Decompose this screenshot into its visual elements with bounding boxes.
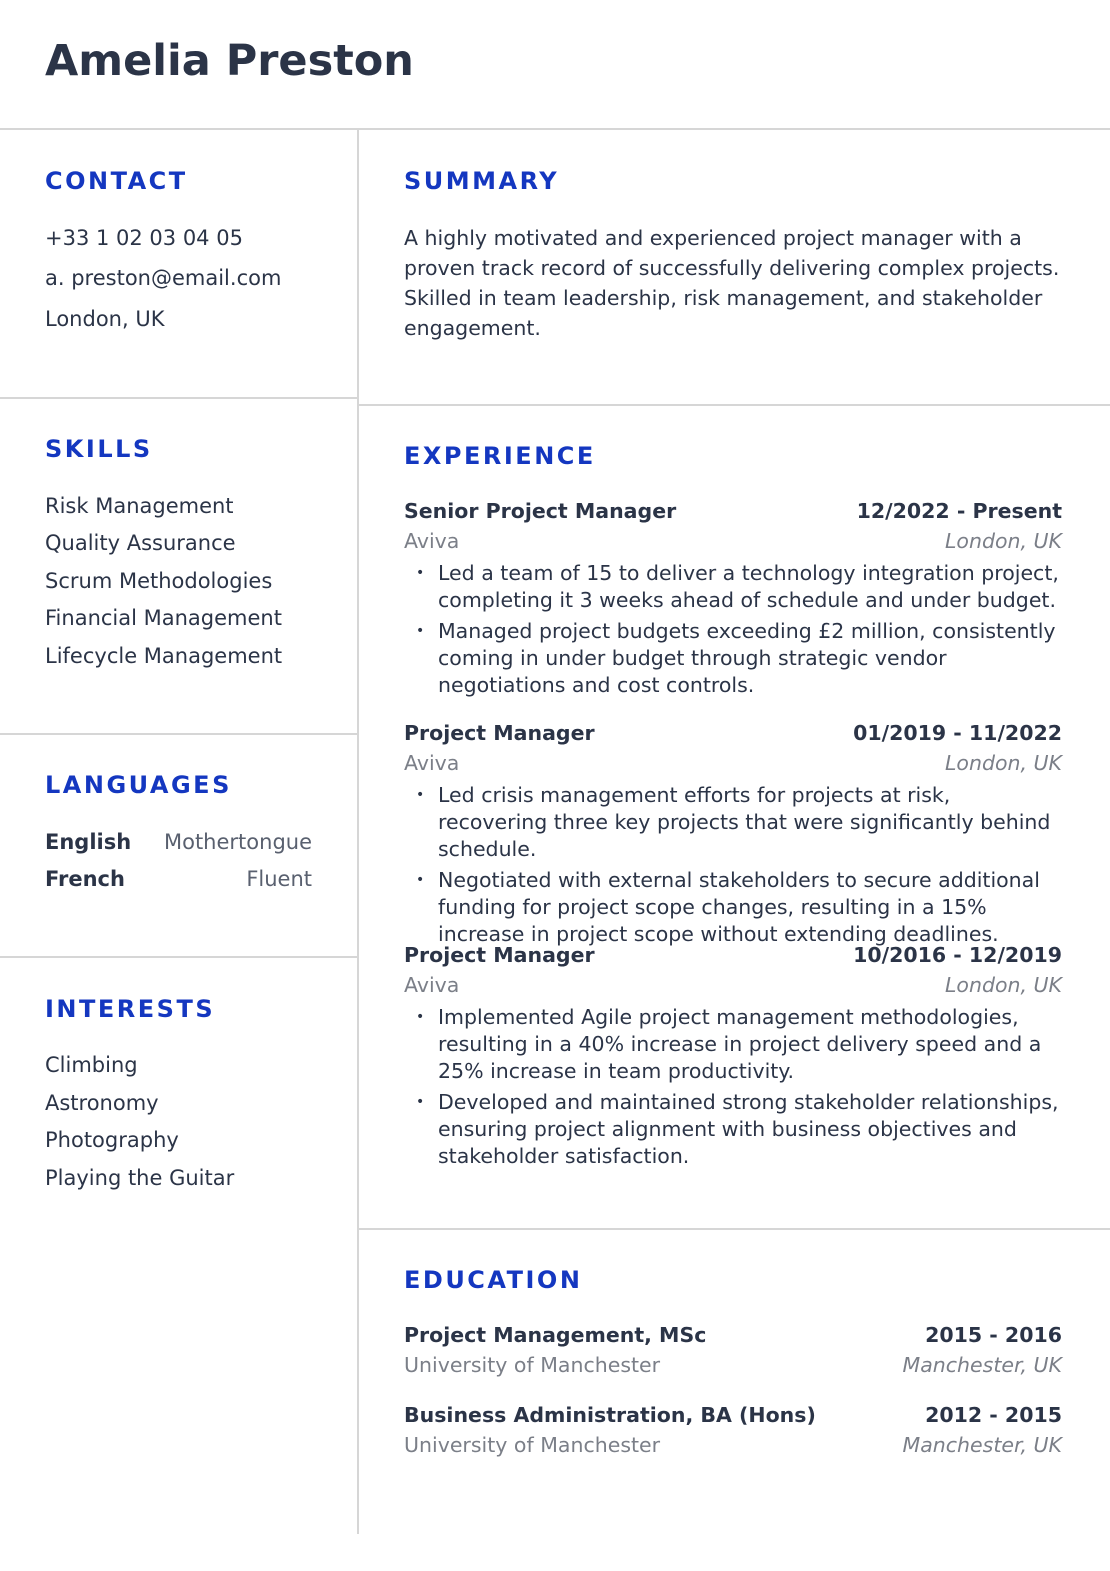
skills-divider [0,733,358,735]
resume-name: Amelia Preston [45,36,414,86]
job-dates: 01/2019 - 11/2022 [853,721,1062,745]
education-location: Manchester, UK [902,1353,1062,1377]
contact-heading: CONTACT [45,167,188,195]
languages-divider [0,956,358,958]
summary-divider [358,404,1110,406]
education-school: University of Manchester [404,1433,661,1457]
skill-item: Lifecycle Management [45,644,283,668]
education-dates: 2015 - 2016 [925,1323,1062,1347]
education-school: University of Manchester [404,1353,661,1377]
job-bullet: • Led crisis management efforts for projects at risk, recovering three key projects that were significantly behind schedule. [404,782,1064,863]
contact-email: a. preston@email.com [45,266,282,290]
interest-item: Photography [45,1128,179,1152]
skill-item: Scrum Methodologies [45,569,273,593]
summary-heading: SUMMARY [404,167,560,195]
job-title: Project Manager [404,721,595,745]
interest-item: Climbing [45,1053,138,1077]
contact-phone: +33 1 02 03 04 05 [45,226,243,250]
education-location: Manchester, UK [902,1433,1062,1457]
skill-item: Financial Management [45,606,282,630]
job-location: London, UK [945,751,1062,775]
summary-text: A highly motivated and experienced project manager with a proven track record of successfully delivering complex projects. Skilled in team leadership, risk management, and stakeholder engagement. [404,226,1060,340]
job-company: Aviva [404,751,460,775]
interests-heading: INTERESTS [45,995,216,1023]
job-dates: 10/2016 - 12/2019 [853,943,1062,967]
interest-item: Astronomy [45,1091,159,1115]
education-dates: 2012 - 2015 [925,1403,1062,1427]
contact-location: London, UK [45,307,165,331]
job-bullet: • Negotiated with external stakeholders to secure additional funding for project scope changes, resulting in a 15% increase in project scope without extending deadlines. [404,867,1064,948]
language-level: Mothertongue [163,830,312,854]
language-level: Fluent [246,867,312,891]
language-name: French [45,867,125,891]
job-title: Project Manager [404,943,595,967]
language-name: English [45,830,132,854]
skills-heading: SKILLS [45,435,153,463]
contact-divider [0,397,358,399]
job-dates: 12/2022 - Present [856,499,1062,523]
interest-item: Playing the Guitar [45,1166,235,1190]
job-bullet: • Implemented Agile project management methodologies, resulting in a 40% increase in project delivery speed and a 25% increase in team productivity. [404,1004,1064,1085]
experience-divider [358,1228,1110,1230]
job-company: Aviva [404,529,460,553]
education-heading: EDUCATION [404,1266,583,1294]
job-bullets [404,560,1064,703]
experience-heading: EXPERIENCE [404,442,596,470]
education-degree: Project Management, MSc [404,1323,707,1347]
job-bullet: • Led a team of 15 to deliver a technology integration project, completing it 3 weeks ahead of schedule and under budget. [404,560,1064,614]
languages-heading: LANGUAGES [45,771,232,799]
education-degree: Business Administration, BA (Hons) [404,1403,816,1427]
job-bullet: • Managed project budgets exceeding £2 million, consistently coming in under budget through strategic vendor negotiations and cost controls. [404,618,1064,699]
job-location: London, UK [945,973,1062,997]
header-divider [0,128,1110,130]
skill-item: Risk Management [45,494,234,518]
skill-item: Quality Assurance [45,531,236,555]
job-bullet: • Developed and maintained strong stakeholder relationships, ensuring project alignment with business objectives and stakeholder satisfaction. [404,1089,1064,1170]
job-bullets [404,782,1064,952]
column-divider [357,129,359,1534]
job-title: Senior Project Manager [404,499,677,523]
job-location: London, UK [945,529,1062,553]
job-company: Aviva [404,973,460,997]
job-bullets [404,1004,1064,1174]
